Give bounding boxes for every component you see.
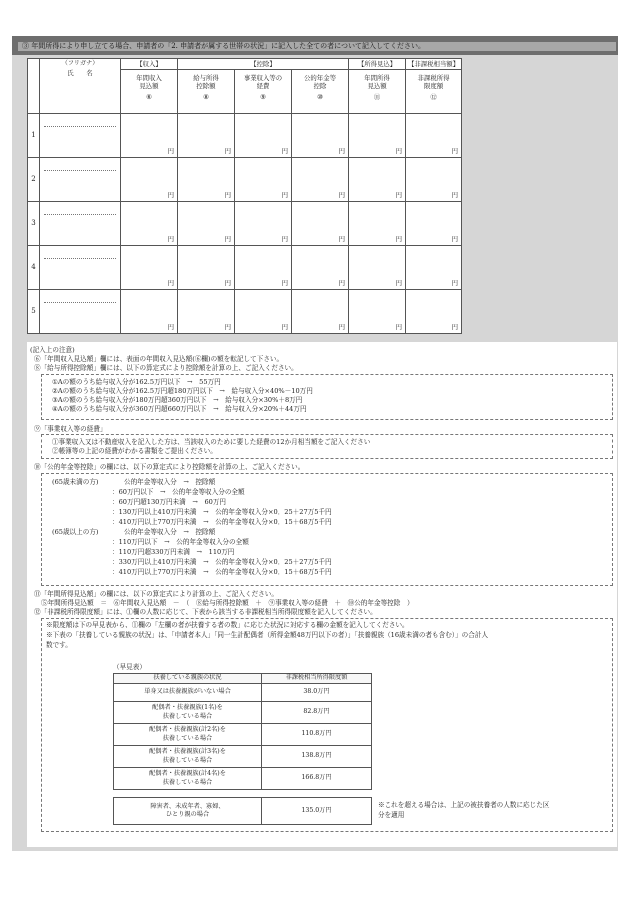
quick-table-row — [114, 746, 372, 768]
quick-status: 単身又は扶養親族がいない場合 — [114, 684, 262, 702]
yen-unit: 円 — [451, 235, 459, 243]
quick-status: 配偶者・扶養親族(計4名)を 扶養している場合 — [114, 768, 262, 790]
quick-note-line-1: ※これを超える場合は、上記の被扶養者の人数に応じた区 — [378, 801, 550, 809]
yen-unit: 円 — [167, 147, 174, 155]
amount-cell[interactable] — [292, 114, 349, 158]
amount-cell[interactable] — [349, 158, 406, 202]
pension-under65-head: 公的年金等収入分 → 控除額 — [124, 478, 216, 486]
quick-header-amount: 非課税相当所得限度額 — [262, 674, 372, 684]
quick-table-body — [114, 684, 372, 790]
yen-unit: 円 — [451, 323, 459, 331]
name-input[interactable] — [40, 290, 121, 334]
pension-over65-label: (65歳以上の方) — [52, 528, 99, 536]
note-11-formula: ⑤年間所得見込額 ＝ ⑥年間収入見込額 － （ ⑧給与所得控除額 ＋ ⑨事業収入等の経費 ＋ ⑩公的年金等控除 ） — [41, 599, 414, 607]
yen-unit: 円 — [224, 235, 231, 243]
income-table — [27, 58, 462, 334]
col-header-annual-income: 年間収入 見込額 ⑥ — [121, 70, 178, 114]
row-number-header — [28, 59, 40, 114]
quick-amount: 38.0万円 — [262, 684, 372, 702]
row-number: 2 — [28, 158, 40, 202]
yen-unit: 円 — [451, 191, 459, 199]
pension-under65-item-4: ：410万円以上770万円未満 → 公的年金等収入分×0．15＋68万5千円 — [112, 518, 332, 526]
furigana-line — [44, 214, 116, 215]
amount-cell[interactable] — [178, 290, 235, 334]
yen-unit: 円 — [395, 235, 403, 243]
amount-cell[interactable] — [406, 114, 462, 158]
note-11: ⑪「年間所得見込額」の欄には、以下の算定式により計算の上、ご記入ください。 — [34, 590, 278, 598]
amount-cell[interactable] — [121, 246, 178, 290]
group-estimate-header: 【所得見込】 — [349, 59, 406, 70]
pension-over65-item-4: ：410万円以上770万円未満 → 公的年金等収入分×0．15＋68万5千円 — [112, 568, 332, 576]
quick-special-table — [113, 797, 372, 825]
yen-unit: 円 — [167, 191, 174, 199]
yen-unit: 円 — [395, 191, 403, 199]
group-deduction-header: 【控除】 — [178, 59, 349, 70]
amount-cell[interactable] — [235, 290, 292, 334]
quick-amount: 166.8万円 — [262, 768, 372, 790]
amount-cell[interactable] — [292, 202, 349, 246]
yen-unit: 円 — [224, 147, 231, 155]
col-header-tax-exempt-limit: 非課税所得 限度額 ⑫ — [406, 70, 462, 114]
yen-unit: 円 — [167, 235, 174, 243]
table-row — [28, 290, 462, 334]
yen-unit: 円 — [395, 323, 403, 331]
amount-cell[interactable] — [292, 290, 349, 334]
col-header-annual-income-estimate: 年間所得 見込額 ⑪ — [349, 70, 406, 114]
note-12-item-1: ※限度額は下の早見表から、①欄の「左欄の者が扶養する者の数」に応じた状況に対応する欄の金額を記入してください。 — [46, 621, 409, 629]
quick-special-amount: 135.0万円 — [262, 798, 372, 825]
notes-title: (記入上の注意) — [30, 346, 75, 354]
amount-cell[interactable] — [178, 114, 235, 158]
pension-over65-head: 公的年金等収入分 → 控除額 — [124, 528, 216, 536]
quick-amount: 82.8万円 — [262, 702, 372, 724]
amount-cell[interactable] — [235, 246, 292, 290]
row-number: 3 — [28, 202, 40, 246]
amount-cell[interactable] — [292, 158, 349, 202]
amount-cell[interactable] — [235, 114, 292, 158]
furigana-line — [44, 302, 116, 303]
yen-unit: 円 — [224, 191, 231, 199]
yen-unit: 円 — [338, 235, 346, 243]
amount-cell[interactable] — [349, 246, 406, 290]
pension-under65-item-1: ：60万円以下 → 公的年金等収入分の全額 — [112, 488, 245, 496]
yen-unit: 円 — [167, 279, 174, 287]
section-number: ③ — [22, 42, 29, 50]
note-8-item-1: ①Aの額のうち給与収入分が162.5万円以下 → 55万円 — [52, 378, 221, 386]
row-number: 4 — [28, 246, 40, 290]
quick-table-title: （早見表） — [113, 663, 146, 671]
name-header — [40, 59, 121, 114]
amount-cell[interactable] — [121, 114, 178, 158]
amount-cell[interactable] — [235, 202, 292, 246]
yen-unit: 円 — [281, 323, 288, 331]
furigana-line — [44, 170, 116, 171]
name-input[interactable] — [40, 158, 121, 202]
group-limit-header: 【非課税相当額】 — [406, 59, 462, 70]
amount-cell[interactable] — [178, 158, 235, 202]
quick-special-status: 障害者、未成年者、寡婦、 ひとり親の場合 — [114, 798, 262, 825]
table-row — [28, 202, 462, 246]
quick-table-row — [114, 768, 372, 790]
yen-unit: 円 — [338, 279, 346, 287]
yen-unit: 円 — [338, 147, 346, 155]
amount-cell[interactable] — [406, 290, 462, 334]
amount-cell[interactable] — [292, 246, 349, 290]
note-9: ⑨「事業収入等の経費」 — [34, 425, 107, 433]
note-9-item-1: ①事業収入又は不動産収入を記入した方は、当該収入のために要した経費の12か月相当額をご記入ください — [52, 438, 371, 446]
yen-unit: 円 — [395, 147, 403, 155]
pension-over65-item-2: ：110万円超330万円未満 → 110万円 — [112, 548, 235, 556]
quick-reference-table — [113, 673, 372, 790]
col-header-business-expense: 事業収入等の 経費 ⑨ — [235, 70, 292, 114]
note-8-item-2: ②Aの額のうち給与収入分が162.5万円超180万円以下 → 給与収入分×40%－10万円 — [52, 387, 313, 395]
row-number: 5 — [28, 290, 40, 334]
quick-amount: 110.8万円 — [262, 724, 372, 746]
table-body — [28, 114, 462, 334]
yen-unit: 円 — [451, 147, 459, 155]
furigana-label: （フリガナ） — [61, 60, 99, 67]
table-row — [28, 158, 462, 202]
quick-status: 配偶者・扶養親族(計2名)を 扶養している場合 — [114, 724, 262, 746]
amount-cell[interactable] — [406, 158, 462, 202]
quick-status: 配偶者・扶養親族(計3名)を 扶養している場合 — [114, 746, 262, 768]
section-instruction: 年間所得により申し立てる場合、申請者の「2. 申請者が属する世帯の状況」に記入した全ての者について記入してください。 — [31, 42, 425, 50]
pension-under65-item-2: ：60万円超130万円未満 → 60万円 — [112, 498, 227, 506]
note-12-item-2: ※下表の「扶養している親族の状況」は、「申請者本人」「同一生計配偶者（所得金額48万円以下の者）」「扶養親族（16歳未満の者も含む）」の合計人 — [46, 631, 489, 639]
group-income-header: 【収入】 — [121, 59, 178, 70]
pension-over65-item-1: ：110万円以下 → 公的年金等収入分の全額 — [112, 538, 249, 546]
yen-unit: 円 — [281, 191, 288, 199]
name-label: 氏 名 — [67, 69, 93, 77]
note-10: ⑩「公的年金等控除」の欄には、以下の算定式により控除額を計算の上、ご記入ください。 — [34, 463, 305, 471]
yen-unit: 円 — [224, 323, 231, 331]
name-input[interactable] — [40, 114, 121, 158]
amount-cell[interactable] — [121, 202, 178, 246]
yen-unit: 円 — [338, 191, 346, 199]
quick-header-status: 扶養している親族の状況 — [114, 674, 262, 684]
pension-under65-item-3: ：130万円以上410万円未満 → 公的年金等収入分×0．25＋27万5千円 — [112, 508, 332, 516]
amount-cell[interactable] — [406, 202, 462, 246]
yen-unit: 円 — [281, 279, 288, 287]
yen-unit: 円 — [281, 147, 288, 155]
yen-unit: 円 — [338, 323, 346, 331]
amount-cell[interactable] — [235, 158, 292, 202]
amount-cell[interactable] — [178, 246, 235, 290]
pension-over65-item-3: ：330万円以上410万円未満 → 公的年金等収入分×0．25＋27万5千円 — [112, 558, 332, 566]
note-6: ⑥「年間収入見込額」欄には、表面の年間収入見込額(⑥欄)の額を転記して下さい。 — [34, 355, 284, 363]
amount-cell[interactable] — [406, 246, 462, 290]
furigana-line — [44, 126, 116, 127]
note-12-item-3: 数です。 — [46, 641, 72, 649]
yen-unit: 円 — [224, 279, 231, 287]
furigana-line — [44, 258, 116, 259]
pension-under65-label: (65歳未満の方) — [52, 478, 99, 486]
note-8-item-3: ③Aの額のうち給与収入分が180万円超360万円以下 → 給与収入分×30%＋8万円 — [52, 396, 303, 404]
table-row — [28, 246, 462, 290]
col-header-salary-deduction: 給与所得 控除額 ⑧ — [178, 70, 235, 114]
note-9-item-2: ②帳簿等の上記の経費がわかる書類をご提出ください。 — [52, 447, 217, 455]
amount-cell[interactable] — [349, 114, 406, 158]
yen-unit: 円 — [451, 279, 459, 287]
note-8-item-4: ④Aの額のうち給与収入分が360万円超660万円以下 → 給与収入分×20%＋44万円 — [52, 405, 307, 413]
section-header — [18, 42, 616, 51]
amount-cell[interactable] — [349, 202, 406, 246]
col-header-pension-deduction: 公的年金等 控除 ⑩ — [292, 70, 349, 114]
quick-table-row — [114, 684, 372, 702]
amount-cell[interactable] — [349, 290, 406, 334]
note-8: ⑧「給与所得控除額」欄には、以下の算定式により控除額を計算の上、ご記入ください。 — [34, 364, 298, 372]
name-input[interactable] — [40, 246, 121, 290]
name-input[interactable] — [40, 202, 121, 246]
quick-table-row — [114, 702, 372, 724]
row-number: 1 — [28, 114, 40, 158]
amount-cell[interactable] — [121, 290, 178, 334]
yen-unit: 円 — [281, 235, 288, 243]
amount-cell[interactable] — [121, 158, 178, 202]
quick-status: 配偶者・扶養親族(1名)を 扶養している場合 — [114, 702, 262, 724]
table-row — [28, 114, 462, 158]
yen-unit: 円 — [395, 279, 403, 287]
amount-cell[interactable] — [178, 202, 235, 246]
yen-unit: 円 — [167, 323, 174, 331]
quick-amount: 138.8万円 — [262, 746, 372, 768]
note-12: ⑫「非課税所得限度額」には、①欄の人数に応じて、下表から該当する非課税相当所得限度額を記入してください。 — [34, 608, 377, 616]
quick-note-line-2: 分を適用 — [378, 811, 405, 819]
quick-table-row — [114, 724, 372, 746]
